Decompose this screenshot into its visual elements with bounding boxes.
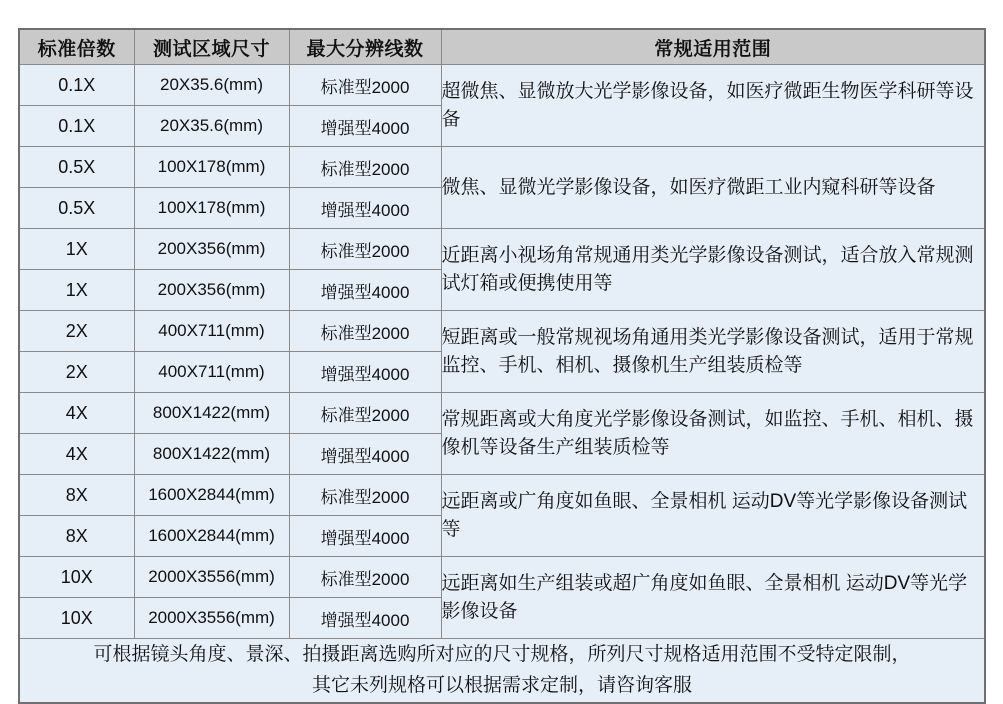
- table-footer-row: [19, 639, 985, 703]
- column-header-max-resolution-lines: 最大分辨线数: [289, 29, 441, 65]
- column-header-magnification: 标准倍数: [19, 29, 134, 65]
- cell-application-range: 远距离如生产组装或超广角度如鱼眼、全景相机 运动DV等光学影像设备: [441, 557, 985, 639]
- cell-magnification: 10X: [19, 557, 134, 598]
- cell-resolution: 标准型2000: [289, 311, 441, 352]
- cell-application-range: 近距离小视场角常规通用类光学影像设备测试，适合放入常规测试灯箱或便携使用等: [441, 229, 985, 311]
- cell-magnification: 10X: [19, 598, 134, 639]
- table-row: [19, 147, 985, 188]
- cell-magnification: 0.1X: [19, 106, 134, 147]
- column-header-application-range: 常规适用范围: [441, 29, 985, 65]
- cell-magnification: 0.5X: [19, 147, 134, 188]
- footer-note: [19, 639, 985, 703]
- cell-test-area-size: 2000X3556(mm): [134, 598, 289, 639]
- footer-note-line-1: 可根据镜头角度、景深、拍摄距离选购所对应的尺寸规格，所列尺寸规格适用范围不受特定限制，: [93, 644, 911, 665]
- table-header-row: [19, 29, 985, 65]
- cell-application-range: 超微焦、显微放大光学影像设备，如医疗微距生物医学科研等设备: [441, 65, 985, 147]
- cell-resolution: 增强型4000: [289, 106, 441, 147]
- cell-resolution: 增强型4000: [289, 352, 441, 393]
- cell-resolution: 标准型2000: [289, 229, 441, 270]
- cell-test-area-size: 800X1422(mm): [134, 393, 289, 434]
- cell-magnification: 0.1X: [19, 65, 134, 106]
- cell-application-range: 微焦、显微光学影像设备，如医疗微距工业内窥科研等设备: [441, 147, 985, 229]
- footer-note-line-2: 其它未列规格可以根据需求定制，请咨询客服: [311, 675, 692, 697]
- cell-test-area-size: 400X711(mm): [134, 311, 289, 352]
- cell-resolution: 标准型2000: [289, 65, 441, 106]
- table-row: [19, 393, 985, 434]
- cell-test-area-size: 100X178(mm): [134, 147, 289, 188]
- specification-table: [18, 28, 986, 704]
- cell-magnification: 4X: [19, 434, 134, 475]
- cell-magnification: 1X: [19, 270, 134, 311]
- cell-magnification: 4X: [19, 393, 134, 434]
- cell-resolution: 增强型4000: [289, 188, 441, 229]
- cell-application-range: 常规距离或大角度光学影像设备测试，如监控、手机、相机、摄像机等设备生产组装质检等: [441, 393, 985, 475]
- cell-resolution: 标准型2000: [289, 393, 441, 434]
- cell-test-area-size: 1600X2844(mm): [134, 475, 289, 516]
- cell-resolution: 标准型2000: [289, 557, 441, 598]
- cell-test-area-size: 400X711(mm): [134, 352, 289, 393]
- cell-test-area-size: 2000X3556(mm): [134, 557, 289, 598]
- column-header-test-area-size: 测试区域尺寸: [134, 29, 289, 65]
- cell-resolution: 增强型4000: [289, 434, 441, 475]
- cell-resolution: 增强型4000: [289, 598, 441, 639]
- cell-magnification: 2X: [19, 352, 134, 393]
- cell-resolution: 增强型4000: [289, 270, 441, 311]
- table-row: [19, 475, 985, 516]
- cell-magnification: 1X: [19, 229, 134, 270]
- cell-magnification: 0.5X: [19, 188, 134, 229]
- cell-test-area-size: 800X1422(mm): [134, 434, 289, 475]
- cell-magnification: 2X: [19, 311, 134, 352]
- table-row: [19, 311, 985, 352]
- cell-test-area-size: 20X35.6(mm): [134, 65, 289, 106]
- cell-resolution: 增强型4000: [289, 516, 441, 557]
- cell-test-area-size: 1600X2844(mm): [134, 516, 289, 557]
- cell-application-range: 短距离或一般常规视场角通用类光学影像设备测试，适用于常规监控、手机、相机、摄像机生产组装质检等: [441, 311, 985, 393]
- table-row: [19, 229, 985, 270]
- cell-resolution: 标准型2000: [289, 475, 441, 516]
- cell-resolution: 标准型2000: [289, 147, 441, 188]
- cell-magnification: 8X: [19, 516, 134, 557]
- table-row: [19, 65, 985, 106]
- cell-test-area-size: 20X35.6(mm): [134, 106, 289, 147]
- table-row: [19, 557, 985, 598]
- cell-application-range: 远距离或广角度如鱼眼、全景相机 运动DV等光学影像设备测试等: [441, 475, 985, 557]
- cell-test-area-size: 200X356(mm): [134, 229, 289, 270]
- cell-test-area-size: 200X356(mm): [134, 270, 289, 311]
- cell-magnification: 8X: [19, 475, 134, 516]
- cell-test-area-size: 100X178(mm): [134, 188, 289, 229]
